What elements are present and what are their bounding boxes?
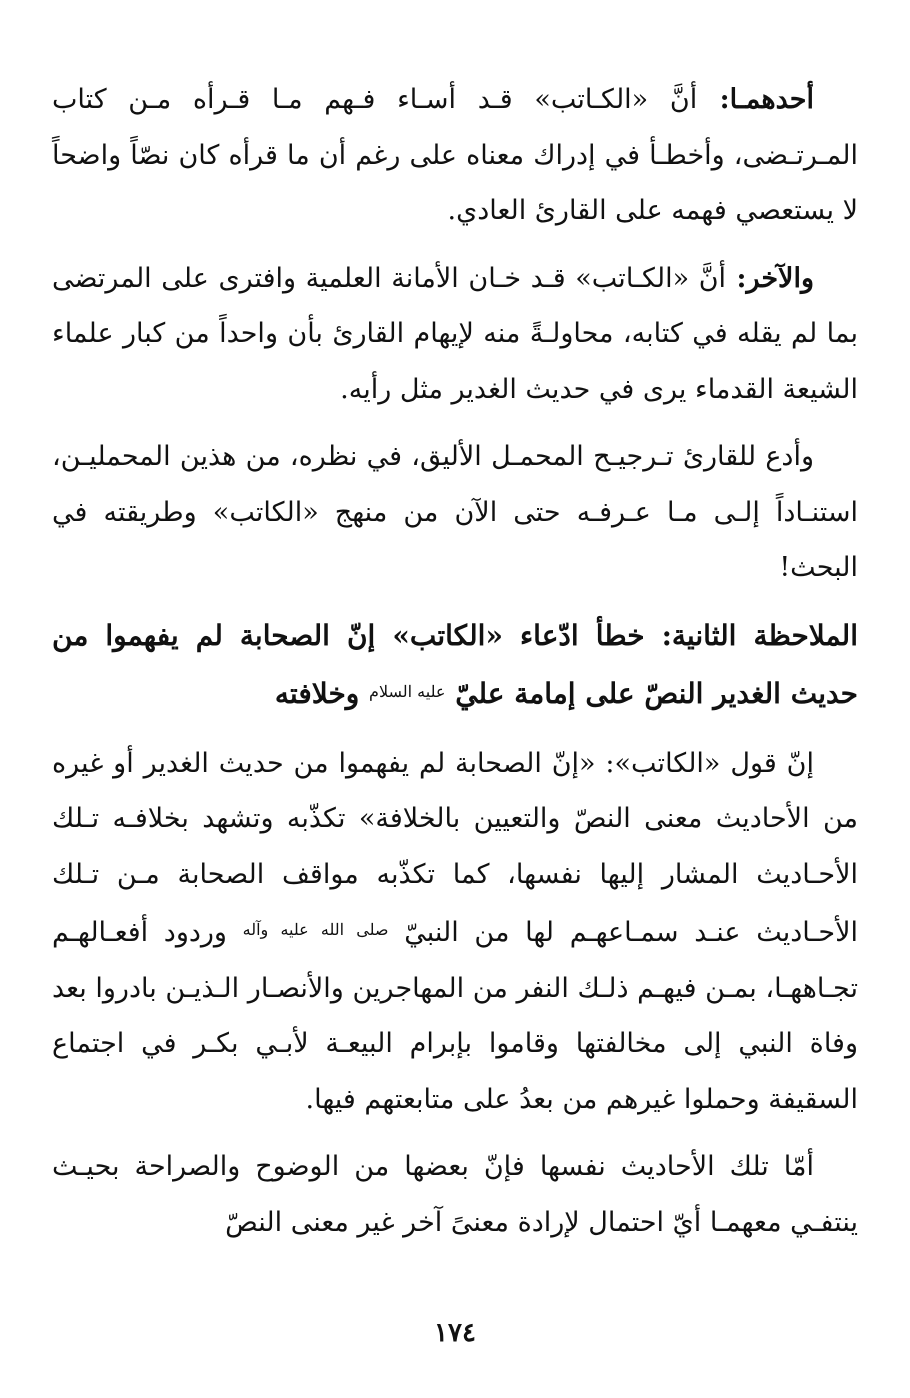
- paragraph-lead: أحدهمـا:: [697, 84, 815, 115]
- paragraph-hadith-clarity: [52, 1139, 858, 1250]
- section-heading: [52, 608, 858, 722]
- heading-text: الملاحظة الثانية: خطأ ادّعاء «الكاتب» إنّ الصحابة لم يفهموا من حديث الغدير النصّ على إمامة عليّ: [52, 618, 858, 710]
- paragraph-lead: والآخر:: [726, 262, 814, 294]
- paragraph-statement: [52, 736, 858, 1128]
- page-number: ١٧٤: [434, 1318, 476, 1348]
- honorific-glyph: عليه السلام: [369, 681, 446, 701]
- paragraph-text: إنّ قول «الكاتب»: «إنّ الصحابة لم يفهموا من حديث الغدير أو غيره من الأحاديث معنى النصّ والتعيين بالخلافة» تكذّبه وتشهد بخلافـه تـلك الأحـاديث المشار إليها نفسها، كما تكذّبه مواقف الصحابة مـن تـلك الأحـاديث عنـد سمـاعهـم لها من النبيّ: [52, 747, 858, 948]
- paragraph-first-possibility: [52, 72, 858, 239]
- paragraph-text: وأدع للقارئ تـرجيـح المحمـل الأليق، في نظره، من هذين المحمليـن، استنـاداً إلـى مـا عـرفـه حتى الآن من منهج «الكاتب» وطريقته في البحث!: [52, 441, 858, 583]
- paragraph-second-possibility: [52, 251, 858, 418]
- paragraph-text-continued: وردود أفعـالهـم تجـاههـا، بمـن فيهـم ذلـك النفر من المهاجرين والأنصـار الـذيـن بادروا بعد وفاة النبي إلى مخالفتها وقاموا بإبرام البيعـة لأبـي بكـر في اجتماع السقيفة وحملوا غيرهم من بعدُ على متابعتهم فيها.: [52, 917, 858, 1115]
- honorific-glyph: صلى الله عليه وآله: [242, 920, 389, 939]
- paragraph-text: أمّا تلك الأحاديث نفسها فإنّ بعضها من الوضوح والصراحة بحيـث ينتفـي معهمـا أيّ احتمال لإرادة معنىً آخر غير معنى النصّ: [52, 1151, 858, 1238]
- paragraph-reader-choice: [52, 429, 858, 596]
- heading-tail: وخلافته: [274, 676, 370, 710]
- paragraph-text: أنَّ «الكـاتب» قـد أسـاء فـهم مـا قـرأه مـن كتاب المـرتـضى، وأخطـأ في إدراك معناه على رغم أن ما قرأه كان نصّاً واضحاً لا يستعصي فهمه على القارئ العادي.: [52, 84, 858, 226]
- paragraph-text: أنَّ «الكـاتب» قـد خـان الأمانة العلمية وافترى على المرتضى بما لم يقله في كتابه، محاولـةً منه لإيهام القارئ بأن واحداً من كبار علماء الشيعة القدماء يرى في حديث الغدير مثل رأيه.: [52, 262, 858, 405]
